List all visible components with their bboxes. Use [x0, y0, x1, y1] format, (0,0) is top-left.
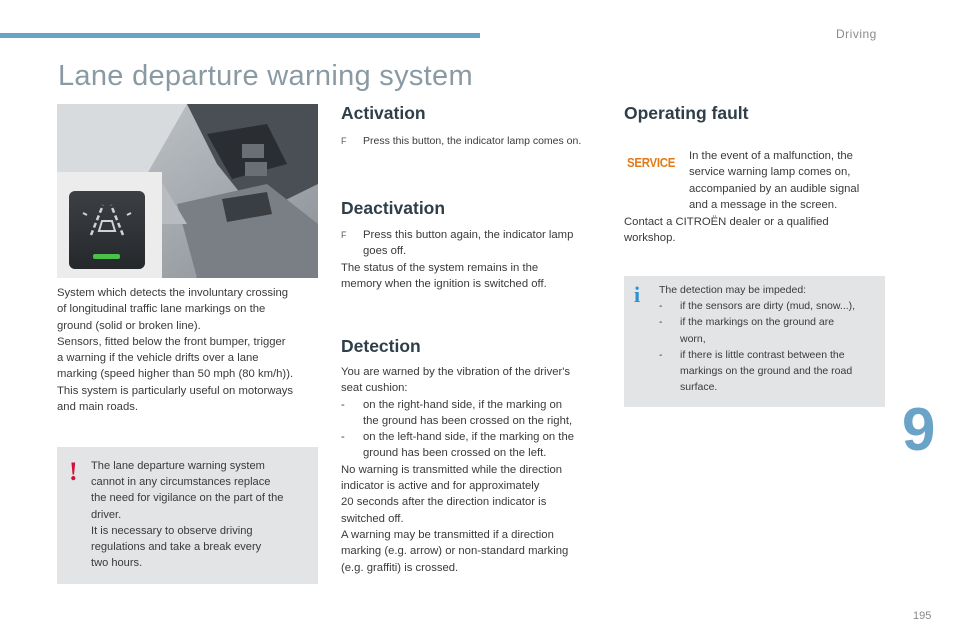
service-warning-icon: SERVICE [627, 155, 676, 170]
lane-departure-button[interactable] [69, 191, 145, 269]
detection-dash-line: ground has been crossed on the left. [363, 447, 547, 460]
activation-heading: Activation [341, 103, 426, 123]
operating-fault-heading: Operating fault [624, 103, 749, 123]
detection-dash-item [341, 429, 606, 462]
info-icon: i [634, 282, 641, 307]
detection-tail-line: indicator is active and for approximately [341, 480, 540, 493]
detection-text [341, 364, 606, 576]
bullet-icon: F [341, 230, 347, 240]
detection-tail-line: 20 seconds after the direction indicator is [341, 496, 547, 509]
info-dash-item [659, 298, 881, 314]
fault-contact-line: workshop. [624, 232, 676, 245]
info-dash-line: surface. [680, 381, 718, 394]
page-number: 195 [913, 610, 932, 622]
deactivation-text [341, 227, 606, 292]
warning-line: the need for vigilance on the part of the [91, 492, 284, 505]
activation-bullet-text: Press this button, the indicator lamp comes on. [363, 135, 582, 147]
fault-text [689, 148, 889, 213]
warning-line: cannot in any circumstances replace [91, 476, 271, 489]
header-accent-bar [0, 33, 480, 38]
dash-mark: - [341, 431, 345, 444]
detection-line: seat cushion: [341, 382, 408, 395]
warning-line: The lane departure warning system [91, 460, 265, 472]
deactivation-bullet-line: goes off. [363, 245, 407, 258]
indicator-lamp [93, 254, 120, 259]
intro-line: ground (solid or broken line). [57, 319, 201, 332]
detection-line: You are warned by the vibration of the driver's [341, 366, 571, 378]
info-dash-line: if the markings on the ground are [680, 316, 835, 329]
detection-dash-line: on the right-hand side, if the marking on [363, 398, 563, 411]
detection-dash-line: on the left-hand side, if the marking on the [363, 431, 575, 444]
activation-bullet [341, 133, 606, 149]
detection-tail-line: No warning is transmitted while the direction [341, 463, 563, 476]
dash-mark: - [659, 300, 663, 313]
deactivation-para-line: memory when the ignition is switched off. [341, 277, 547, 290]
fault-line: accompanied by an audible signal [689, 182, 860, 195]
deactivation-bullet [341, 227, 606, 260]
intro-line: This system is particularly useful on motorways [57, 384, 294, 397]
deactivation-bullet-line: Press this button again, the indicator lamp [363, 229, 574, 241]
warning-box [57, 447, 318, 584]
deactivation-heading: Deactivation [341, 198, 446, 218]
warning-line: two hours. [91, 557, 143, 570]
intro-line: a warning if the vehicle drifts over a lane [57, 352, 259, 365]
intro-text [57, 285, 319, 415]
warning-text [91, 458, 311, 571]
dashboard-button-photo [57, 104, 318, 278]
bullet-icon: F [341, 136, 347, 146]
info-text [659, 282, 881, 395]
button-closeup-panel [57, 172, 162, 278]
info-dash-line: markings on the ground and the road [680, 365, 853, 378]
deactivation-para-line: The status of the system remains in the [341, 261, 539, 274]
info-dash-item [659, 314, 881, 346]
detection-tail-line: marking (e.g. arrow) or non-standard marking [341, 545, 569, 558]
warning-line: It is necessary to observe driving [91, 524, 253, 537]
section-label: Driving [836, 27, 877, 41]
warning-line: regulations and take a break every [91, 541, 262, 554]
info-dash-line: if there is little contrast between the [680, 348, 845, 361]
info-box [624, 276, 885, 407]
fault-line: In the event of a malfunction, the [689, 150, 853, 162]
detection-dash-item [341, 397, 606, 430]
fault-contact-line: Contact a CITROËN dealer or a qualified [624, 216, 829, 228]
fault-line: and a message in the screen. [689, 198, 838, 211]
page-title: Lane departure warning system [58, 60, 473, 92]
intro-line: System which detects the involuntary crossing [57, 287, 289, 299]
lane-departure-icon [69, 191, 145, 251]
warning-line: driver. [91, 508, 122, 521]
info-intro: The detection may be impeded: [659, 284, 807, 296]
intro-line: marking (speed higher than 50 mph (80 km/h)). [57, 368, 294, 381]
dash-mark: - [341, 398, 345, 411]
detection-tail-line: A warning may be transmitted if a direction [341, 528, 554, 541]
dash-mark: - [659, 316, 663, 329]
detection-tail-line: (e.g. graffiti) is crossed. [341, 561, 459, 574]
activation-text [341, 133, 606, 149]
warning-icon: ! [69, 457, 78, 486]
info-dash-line: worn, [680, 332, 706, 345]
detection-heading: Detection [341, 336, 421, 356]
intro-line: of longitudinal traffic lane markings on the [57, 303, 266, 316]
intro-line: and main roads. [57, 401, 139, 414]
detection-dash-line: the ground has been crossed on the right, [363, 414, 573, 427]
detection-tail-line: switched off. [341, 512, 404, 525]
intro-line: Sensors, fitted below the front bumper, trigger [57, 335, 286, 348]
info-dash-line: if the sensors are dirty (mud, snow...), [680, 300, 856, 313]
chapter-number: 9 [902, 396, 936, 463]
fault-line: service warning lamp comes on, [689, 166, 851, 179]
info-dash-item [659, 347, 881, 396]
fault-contact-text [624, 214, 886, 247]
dash-mark: - [659, 348, 663, 361]
